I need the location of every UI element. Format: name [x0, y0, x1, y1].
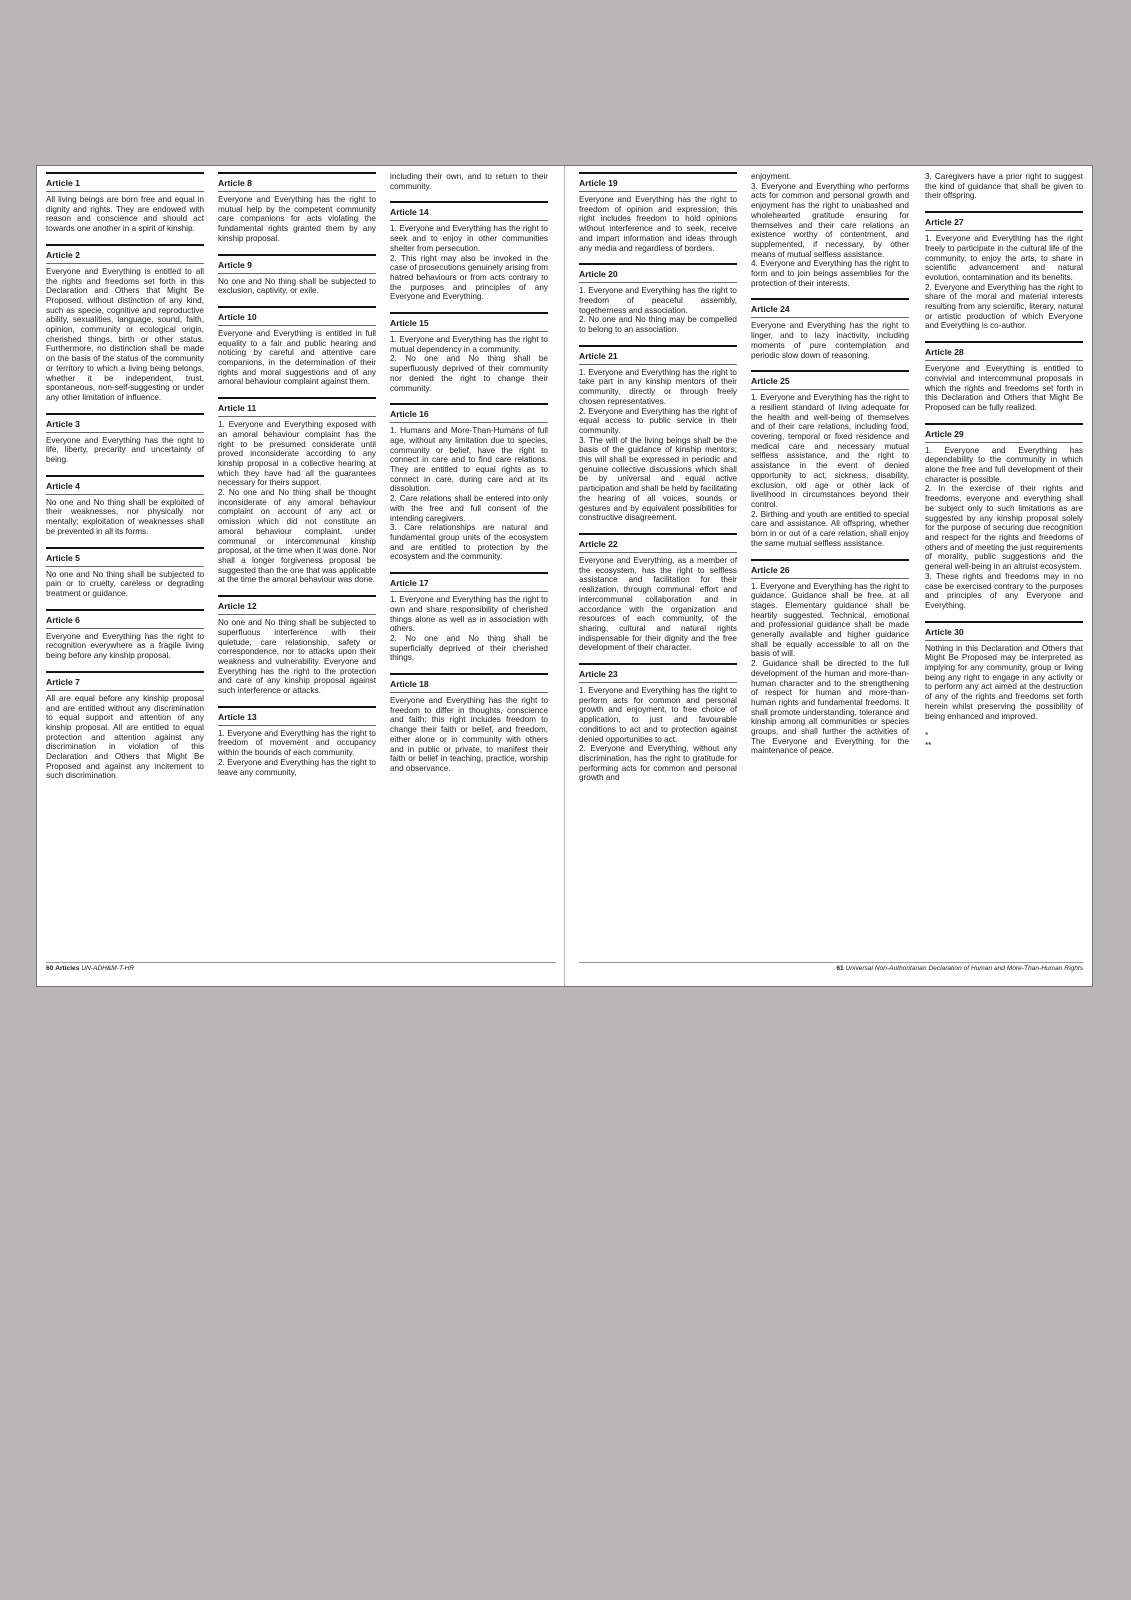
article: [218, 306, 376, 387]
continued-text: enjoyment. 3. Everyone and Everything who performs acts for common and personal growth and enjoyment has the right to unabashed and wholehearted gratitude ensuring for themselves and their care relations an existence worthy of contentment, and supplemented, if necessary, by other means of mutual selfless assistance. 4. Everyone and Everything has the right to form and to join beings assemblies for the protection of their interests.: [751, 172, 909, 288]
article-text: Nothing in this Declaration and Others that Might Be Proposed may be interpreted as implying for any community, group or living being any right to engage in any activity or to perform any act aimed at the destruction of any of the rights and freedoms set forth herein whilst preserving the possibility of being enhanced and improved.: [925, 643, 1083, 721]
article-title: Article 26: [751, 559, 909, 579]
column: [751, 172, 909, 766]
article-text: No one and No thing shall be subjected to exclusion, captivity, or exile.: [218, 276, 376, 296]
article: [46, 547, 204, 599]
end-marks: * **: [925, 731, 932, 750]
article-title: Article 6: [46, 609, 204, 629]
article: [579, 172, 737, 253]
column: [925, 172, 1083, 750]
article-title: Article 12: [218, 595, 376, 615]
article-text: 1. Everyone and Everything exposed with an amoral behaviour complaint has the right to be presumed considerate until proved inconsiderate according to any kinship proposal in a collective hearing at which they have had all the guarantees necessary for theirs support. 2. No one and No thing shall be thought inconsiderate of any amoral behaviour complaint on account of any act or omission which did not constitute an amoral behaviour complaint, under communal or intercommunal kinship proposal, at the time when it was done. Nor shall a longer forgiveness proposal be suggested than the one that was applicable at the time the amoral behaviour was done.: [218, 420, 376, 585]
page-number: 61: [836, 965, 844, 972]
article-text: 1. Everyone and Everything has the right to guidance. Guidance shall be free, at all stages. Elementary guidance shall be heartily suggested. Technical, emotional and professional guidance shall be made generally available and higher guidance shall be equally accessible to all on the basis of will. 2. Guidance shall be directed to the full development of the human and more-than-human character and to the strengthening of respect for human and more-than-human rights and fundamental freedoms. It shall promote understanding, tolerance and kinship among all communities or species groups, and shall further the activities of The Everyone and Everything for the maintenance of peace.: [751, 581, 909, 756]
article-text: Everyone and Everything has the right to freedom to differ in thoughts, conscience and faith; this right includes freedom to change their faith or belief, and freedom, either alone or in community with others and in public or private, to manifest their faith or belief in teaching, practice, worship and observance.: [390, 696, 548, 773]
article-title: Article 21: [579, 345, 737, 365]
article-text: 1. Everyone and Everything has the right to own and share responsibility of cherished things alone as well as in association with others. 2. No one and No thing shall be superficially deprived of their cherished things.: [390, 595, 548, 663]
article-text: Everyone and Everything, as a member of the ecosystem, has the right to selfless assistance and facilitation for their realization, through communal effort and intercommunal collaboration and in accordance with the organization and resources of each community, of the sharing, cultural and natural rights indispensable for their dignity and the free development of their character.: [579, 555, 737, 653]
article-title: Article 13: [218, 706, 376, 726]
article-title: Article 8: [218, 172, 376, 192]
article: [579, 263, 737, 335]
article-title: Article 9: [218, 254, 376, 274]
article: [46, 172, 204, 234]
article-title: Article 29: [925, 423, 1083, 443]
article-title: Article 17: [390, 572, 548, 592]
article-title: Article 27: [925, 211, 1083, 231]
article-title: Article 30: [925, 621, 1083, 641]
article: [390, 403, 548, 562]
right-page: [565, 166, 1092, 986]
article: [218, 397, 376, 585]
article-text: 1. Everyone and Everything has the right freely to participate in the cultural life of the community, to enjoy the arts, to share in scientific advancement and natural evolution, contamination and its benefits. 2. Everyone and Everything has the right to share of the moral and material interests resulting from any scientific, literary, natural or artistic production of which Everyone and Everything is co-author.: [925, 234, 1083, 331]
article: [925, 341, 1083, 413]
article-title: Article 22: [579, 533, 737, 553]
article-title: Article 14: [390, 201, 548, 221]
column: [46, 172, 204, 791]
article: [751, 298, 909, 360]
article-text: No one and No thing shall be subjected to superfluous interference with their quietude, care relationship, safety or correspondence, nor to attacks upon their weakness and vulnerability. Everyone and Everything has the right to the protection and care of any kinship proposal against such interference or attacks.: [218, 618, 376, 696]
article-text: 1. Everyone and Everything has the right to mutual dependency in a community. 2. No one and No thing shall be superfluously deprived of their community nor denied the right to change their community.: [390, 335, 548, 393]
column: [218, 172, 376, 787]
article: [218, 254, 376, 296]
article: [218, 172, 376, 244]
article-title: Article 16: [390, 403, 548, 423]
article: [751, 370, 909, 548]
article-title: Article 20: [579, 263, 737, 283]
article: [390, 201, 548, 302]
article-title: Article 11: [218, 397, 376, 417]
article-text: Everyone and Everything has the right to mutual help by the competent community care companions for acts violating the fundamental rights granted them by any kinship proposal.: [218, 195, 376, 243]
article: [925, 621, 1083, 722]
article-text: All are equal before any kinship proposal and are entitled without any discrimination to equal support and attention of any kinship proposal. All are entitled to equal protection and attention against any discrimination in violation of this Declaration and Others that Might Be Proposed and against any incitement to such discrimination.: [46, 693, 204, 781]
article-text: 1. Everyone and Everything has the right to freedom of peaceful assembly, togetherness and association. 2. No one and No thing may be compelled to belong to an association.: [579, 286, 737, 335]
article-title: Article 10: [218, 306, 376, 326]
article: [579, 533, 737, 653]
article: [751, 559, 909, 757]
article-title: Article 28: [925, 341, 1083, 361]
article-text: Everyone and Everything is entitled to convivial and intercommunal proposals in which the rights and freedoms set forth in this Declaration and Others that Might Be Proposed can be fully realized.: [925, 364, 1083, 412]
article-title: Article 15: [390, 312, 548, 332]
continued-text: 3. Caregivers have a prior right to suggest the kind of guidance that shall be given to their offspring.: [925, 172, 1083, 201]
article-text: Everyone and Everything has the right to life, liberty, precarity and uncertainty of being.: [46, 435, 204, 465]
article-text: Everyone and Everything is entitled in full equality to a fair and public hearing and noticing by careful and attentive care companions, in the determination of their rights and moral suggestions and of any amoral behaviour complaint against them.: [218, 328, 376, 387]
article-text: No one and No thing shall be subjected to pain or to cruelty, careless or degrading treatment or guidance.: [46, 569, 204, 598]
article: [46, 413, 204, 465]
article-text: 1. Everyone and Everything has the right to seek and to enjoy in other communities shelter from persecution. 2. This right may also be invoked in the case of prosecutions genuinely arising from hatred behaviours or from acts contrary to the purposes and principles of any Everyone and Everything.: [390, 224, 548, 302]
article-title: Article 23: [579, 663, 737, 683]
column: [579, 172, 737, 793]
article-title: Article 7: [46, 671, 204, 691]
article-text: Everyone and Everything has the right to freedom of opinion and expression; this right includes freedom to hold opinions without interference and to seek, receive and impart information and ideas through any media and regardless of borders.: [579, 195, 737, 253]
article-title: Article 2: [46, 244, 204, 264]
page-number: 60: [46, 965, 54, 972]
article-text: 1. Humans and More-Than-Humans of full age, without any limitation due to species, community or belief, have the right to connect in care and to find care relations. They are entitled to equal rights as to connect in care, during care and at its dissolution. 2. Care relations shall be entered into only with the free and full consent of the intending caregivers. 3. Care relationships are natural and fundamental group units of the ecosystem and are entitled to protection by the ecosystem and the community.: [390, 426, 548, 562]
article-text: No one and No thing shall be exploited of their weaknesses, nor physically nor mentally; exploitation of weaknesses shall be prevented in all its forms.: [46, 497, 204, 536]
article-text: 1. Everyone and Everything has the right to freedom of movement and occupancy within the bounds of each community. 2. Everyone and Everything has the right to leave any community,: [218, 728, 376, 777]
right-page-footer: [579, 962, 1083, 977]
article: [390, 673, 548, 774]
article-title: Article 3: [46, 413, 204, 433]
footer-title: Universal Non-Authoritarian Declaration of Human and More-Than-Human Rights: [845, 965, 1083, 972]
left-page: [37, 166, 564, 986]
continued-text: including their own, and to return to their community.: [390, 172, 548, 191]
article: [218, 706, 376, 778]
article: [925, 211, 1083, 331]
article-title: Article 18: [390, 673, 548, 693]
article-text: Everyone and Everything has the right to linger, and to lazy inactivity, including moments of pure contemplation and periodic slow down of reasoning.: [751, 321, 909, 360]
article-title: Article 24: [751, 298, 909, 318]
article-title: Article 1: [46, 172, 204, 192]
article-text: 1. Everyone and Everything has the right to take part in any kinship mentors of their community, directly or through freely chosen representatives. 2. Everyone and Everything has the right of equal access to public service in their community. 3. The will of the living beings shall be the basis of the guidance of kinship mentors; this will shall be expressed in periodic and genuine collective discussions which shall be by universal and equal active participation and shall be held by facilitating the hearing of all voices, sounds or gestures and by equivalent possibilities for constructive disagreement.: [579, 367, 737, 523]
article-title: Article 4: [46, 475, 204, 495]
column: [390, 172, 548, 784]
article: [579, 663, 737, 783]
footer-section: Articles: [55, 965, 80, 972]
article-text: 1. Everyone and Everything has the right to perform acts for common and personal growth and enjoyment, to free choice of application, to just and favourable conditions to act and to protection against denied opportunities to act. 2. Everyone and Everything, without any discrimination, has the right to gratitude for performing acts for common and personal growth and: [579, 686, 737, 783]
article: [218, 595, 376, 696]
left-page-footer: [46, 962, 556, 977]
article-title: Article 25: [751, 370, 909, 390]
article: [925, 423, 1083, 611]
article: [46, 244, 204, 403]
article-text: 1. Everyone and Everything has dependability to the community in which alone the free and full development of their character is possible. 2. In the exercise of their rights and freedoms, everyone and everything shall be subject only to such limitations as are suggested by any kinship proposal solely for the purpose of securing due recognition and respect for the rights and freedoms of others and of meeting the just requirements of morality, public suggestions and the general well-being in an altruist ecosystem. 3. These rights and freedoms may in no case be exercised contrary to the purposes and principles of any Everyone and Everything.: [925, 445, 1083, 610]
article: [46, 671, 204, 781]
article: [46, 475, 204, 537]
article: [390, 312, 548, 393]
article-text: All living beings are born free and equal in dignity and rights. They are endowed with reason and conscience and should act towards one another in a spirit of kinship.: [46, 195, 204, 234]
document-spread: [36, 165, 1093, 987]
article: [579, 345, 737, 523]
article-text: 1. Everyone and Everything has the right to a resilient standard of living adequate for the health and well-being of themselves and of their care relations, including food, covering, temporal or fixed residence and medical care and necessary mutual selfless assistance, and the right to assistance in the event of denied opportunity to act, sickness, disability, exclusion, old age or other lack of livelihood in circumstances beyond their control. 2. Birthing and youth are entitled to special care and assistance. All offspring, whether born in or out of a care relation, shall enjoy the same mutual selfless assistance.: [751, 393, 909, 548]
article-text: Everyone and Everything is entitled to all the rights and freedoms set forth in this Declaration and Others that Might Be Proposed, without distinction of any kind, such as specie, cognitive and reproductive ability, sexualities, language, sound, faith, opinion, community or ecological origin, cherished things, birth or other status. Furthermore, no distinction shall be made on the basis of the status of the community or territory to which a living being belongs, whether it be independent, trust, spontaneous, non-self-suggesting or under any other limitation of influence.: [46, 266, 204, 402]
footer-code: UN-ADH&M-T-HR: [81, 965, 135, 972]
article-title: Article 19: [579, 172, 737, 192]
article: [390, 572, 548, 663]
article-title: Article 5: [46, 547, 204, 567]
article-text: Everyone and Everything has the right to recognition everywhere as a fragile living being before any kinship proposal.: [46, 631, 204, 661]
article: [46, 609, 204, 661]
